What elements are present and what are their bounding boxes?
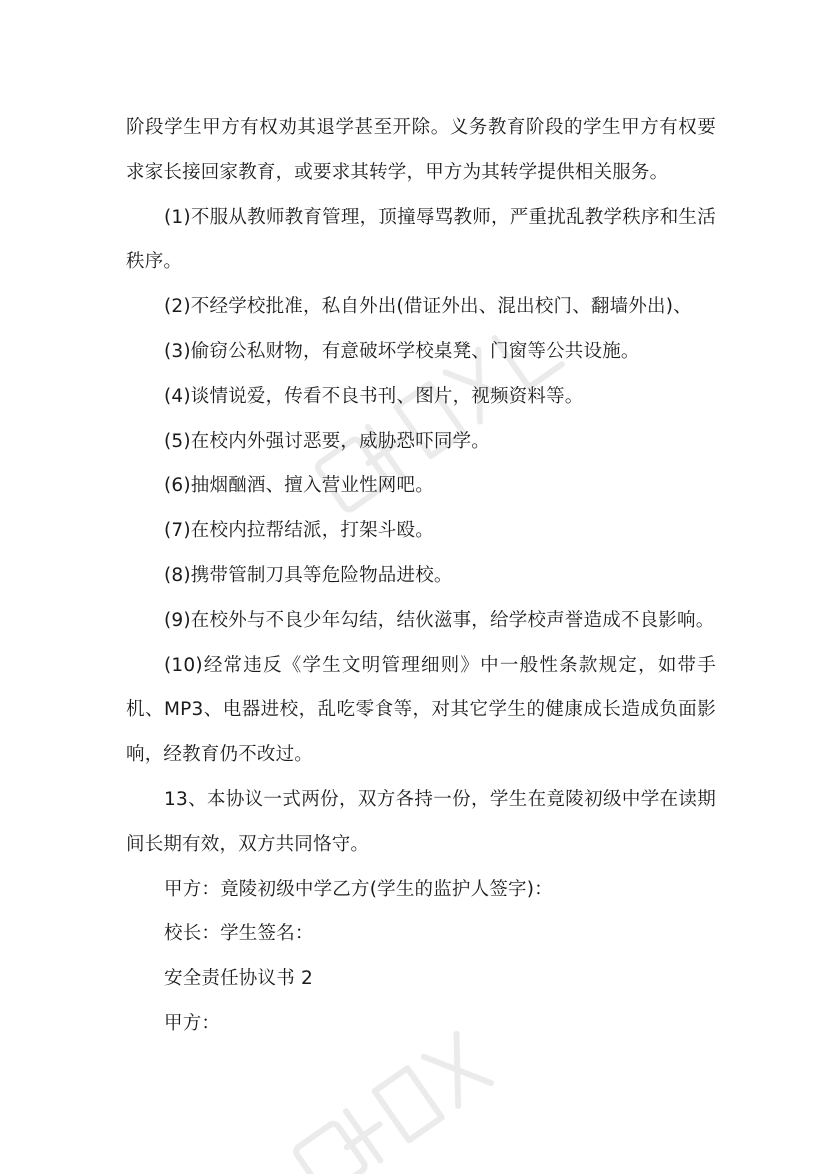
paragraph: (7)在校内拉帮结派，打架斗殴。 xyxy=(164,520,434,542)
paragraph: (2)不经学校批准，私自外出(借证外出、混出校门、翻墙外出)、 xyxy=(164,296,692,318)
paragraph: 校长：学生签名： xyxy=(164,923,314,945)
paragraph: 安全责任协议书 2 xyxy=(164,968,313,990)
paragraph: 甲方：竟陵初级中学乙方(学生的监护人签字)： xyxy=(164,878,553,900)
paragraph: (10)经常违反《学生文明管理细则》中一般性条款规定，如带手机、MP3、电器进校，乱吃零食等，对其它学生的健康成长造成负面影响，经教育仍不改过。 xyxy=(126,654,716,766)
paragraph: (1)不服从教师教育管理，顶撞辱骂教师，严重扰乱教学秩序和生活秩序。 xyxy=(126,206,716,273)
document-body xyxy=(126,106,716,1047)
paragraph: (9)在校外与不良少年勾结，结伙滋事，给学校声誉造成不良影响。 xyxy=(164,609,715,631)
paragraph: (6)抽烟酗酒、擅入营业性网吧。 xyxy=(164,475,434,497)
paragraph: 阶段学生甲方有权劝其退学甚至开除。义务教育阶段的学生甲方有权要求家长接回家教育，或要求其转学，甲方为其转学提供相关服务。 xyxy=(126,117,716,183)
paragraph: 甲方： xyxy=(164,1012,221,1034)
paragraph: (5)在校内外强讨恶要，威胁恐吓同学。 xyxy=(164,430,491,452)
paragraph: (8)携带管制刀具等危险物品进校。 xyxy=(164,564,453,586)
paragraph: (4)谈情说爱，传看不良书刊、图片，视频资料等。 xyxy=(164,385,584,407)
paragraph: 13、本协议一式两份，双方各持一份，学生在竟陵初级中学在读期间长期有效，双方共同恪守。 xyxy=(126,788,716,855)
paragraph: (3)偷窃公私财物，有意破坏学校桌凳、门窗等公共设施。 xyxy=(164,340,640,362)
